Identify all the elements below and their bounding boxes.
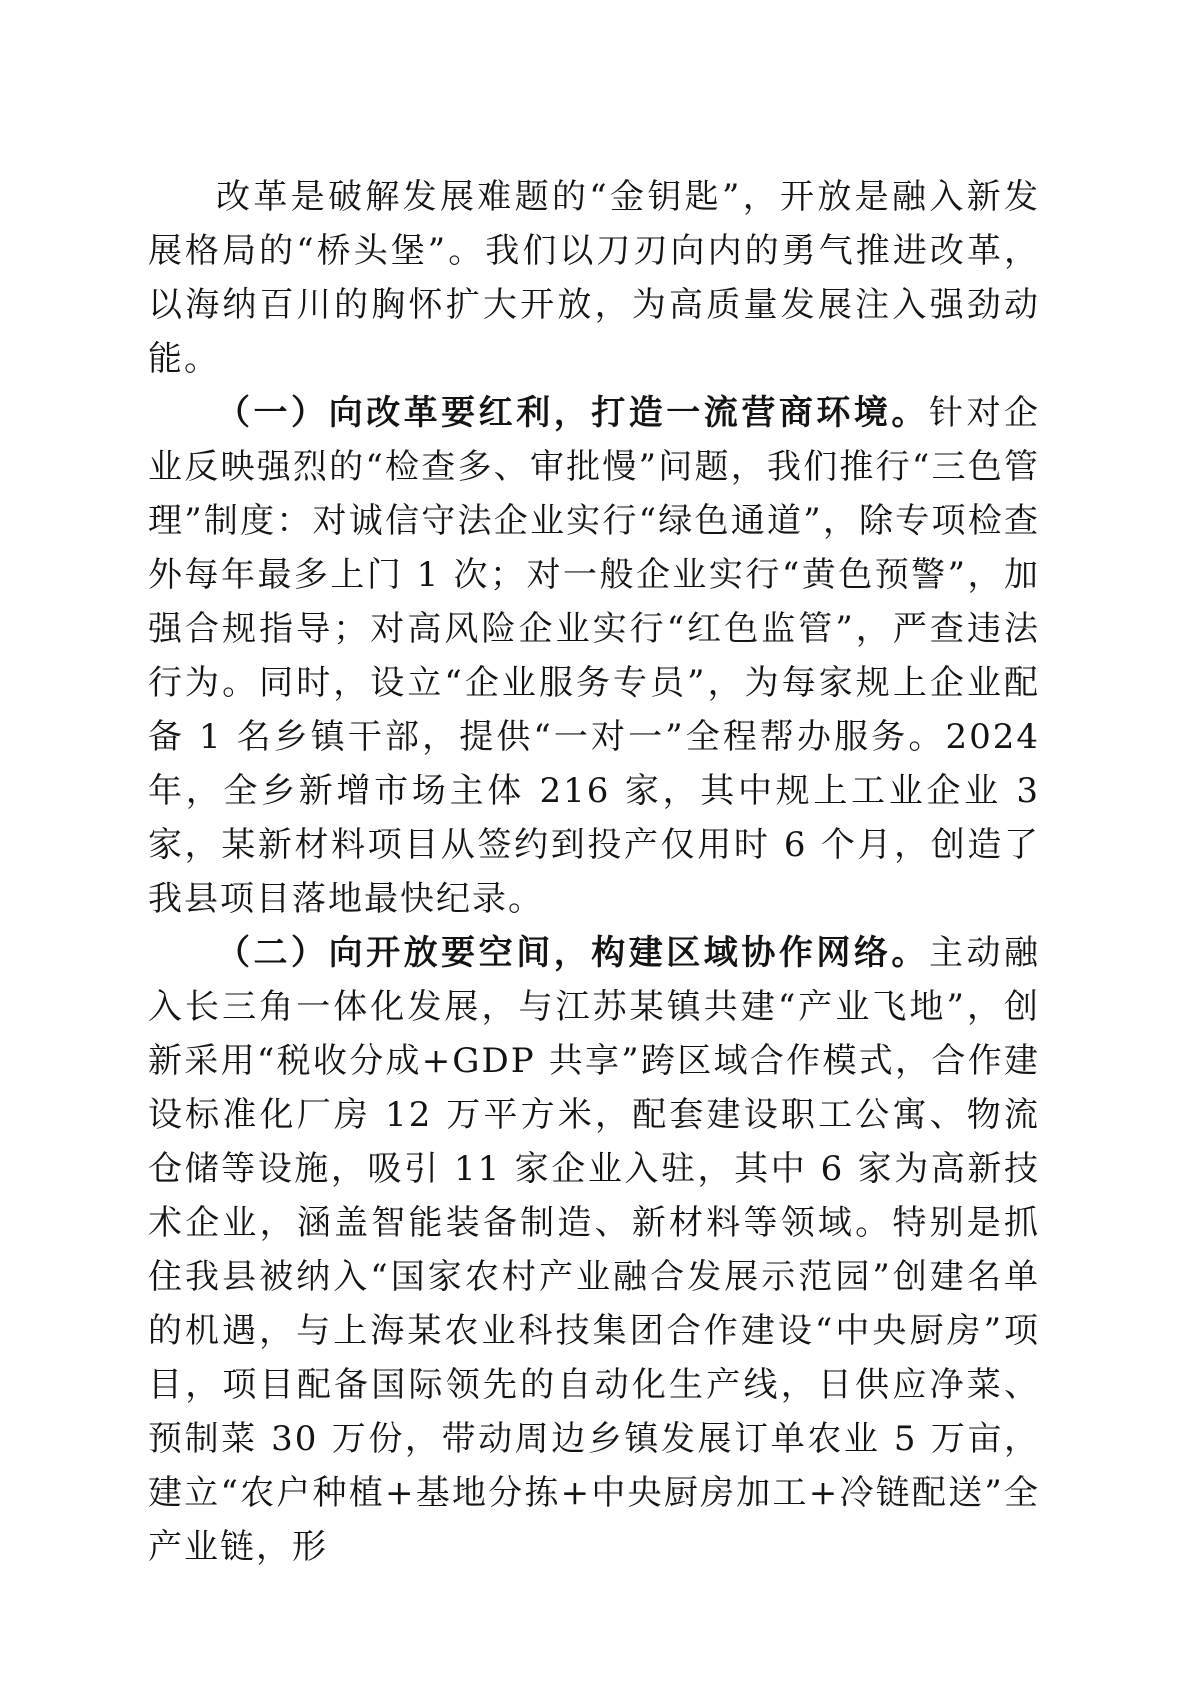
section-one-text: 针对企业反映强烈的“检查多、审批慢”问题，我们推行“三色管理”制度：对诚信守法企业实行“绿色通道”，除专项检查外每年最多上门 1 次；对一般企业实行“黄色预警”，加强合规指导；对高风险企业实行“红色监管”，严查违法行为。同时，设立“企业服务专员”，为每家规上企业配备 1 名乡镇干部，提供“一对一”全程帮办服务。2024 年，全乡新增市场主体 216 家，其中规上工业企业 3 家，某新材料项目从签约到投产仅用时 6 个月，创造了我县项目落地最快纪录。 xyxy=(148,393,1041,919)
section-two-paragraph xyxy=(148,926,1040,1574)
section-two-heading: （二）向开放要空间，构建区域协作网络。 xyxy=(216,933,929,973)
document-body xyxy=(148,170,1040,1574)
intro-paragraph-text: 改革是破解发展难题的“金钥匙”，开放是融入新发展格局的“桥头堡”。我们以刀刃向内的勇气推进改革，以海纳百川的胸怀扩大开放，为高质量发展注入强劲动能。 xyxy=(148,177,1040,379)
section-two-text: 主动融入长三角一体化发展，与江苏某镇共建“产业飞地”，创新采用“税收分成+GDP 共享”跨区域合作模式，合作建设标准化厂房 12 万平方米，配套建设职工公寓、物流仓储等设施，吸引 11 家企业入驻，其中 6 家为高新技术企业，涵盖智能装备制造、新材料等领域。特别是抓住我县被纳入“国家农村产业融合发展示范园”创建名单的机遇，与上海某农业科技集团合作建设“中央厨房”项目，项目配备国际领先的自动化生产线，日供应净菜、预制菜 30 万份，带动周边乡镇发展订单农业 5 万亩，建立“农户种植+基地分拣+中央厨房加工+冷链配送”全产业链，形 xyxy=(148,933,1041,1567)
section-one-heading: （一）向改革要红利，打造一流营商环境。 xyxy=(216,393,929,433)
section-one-paragraph xyxy=(148,386,1040,926)
intro-paragraph xyxy=(148,170,1040,386)
